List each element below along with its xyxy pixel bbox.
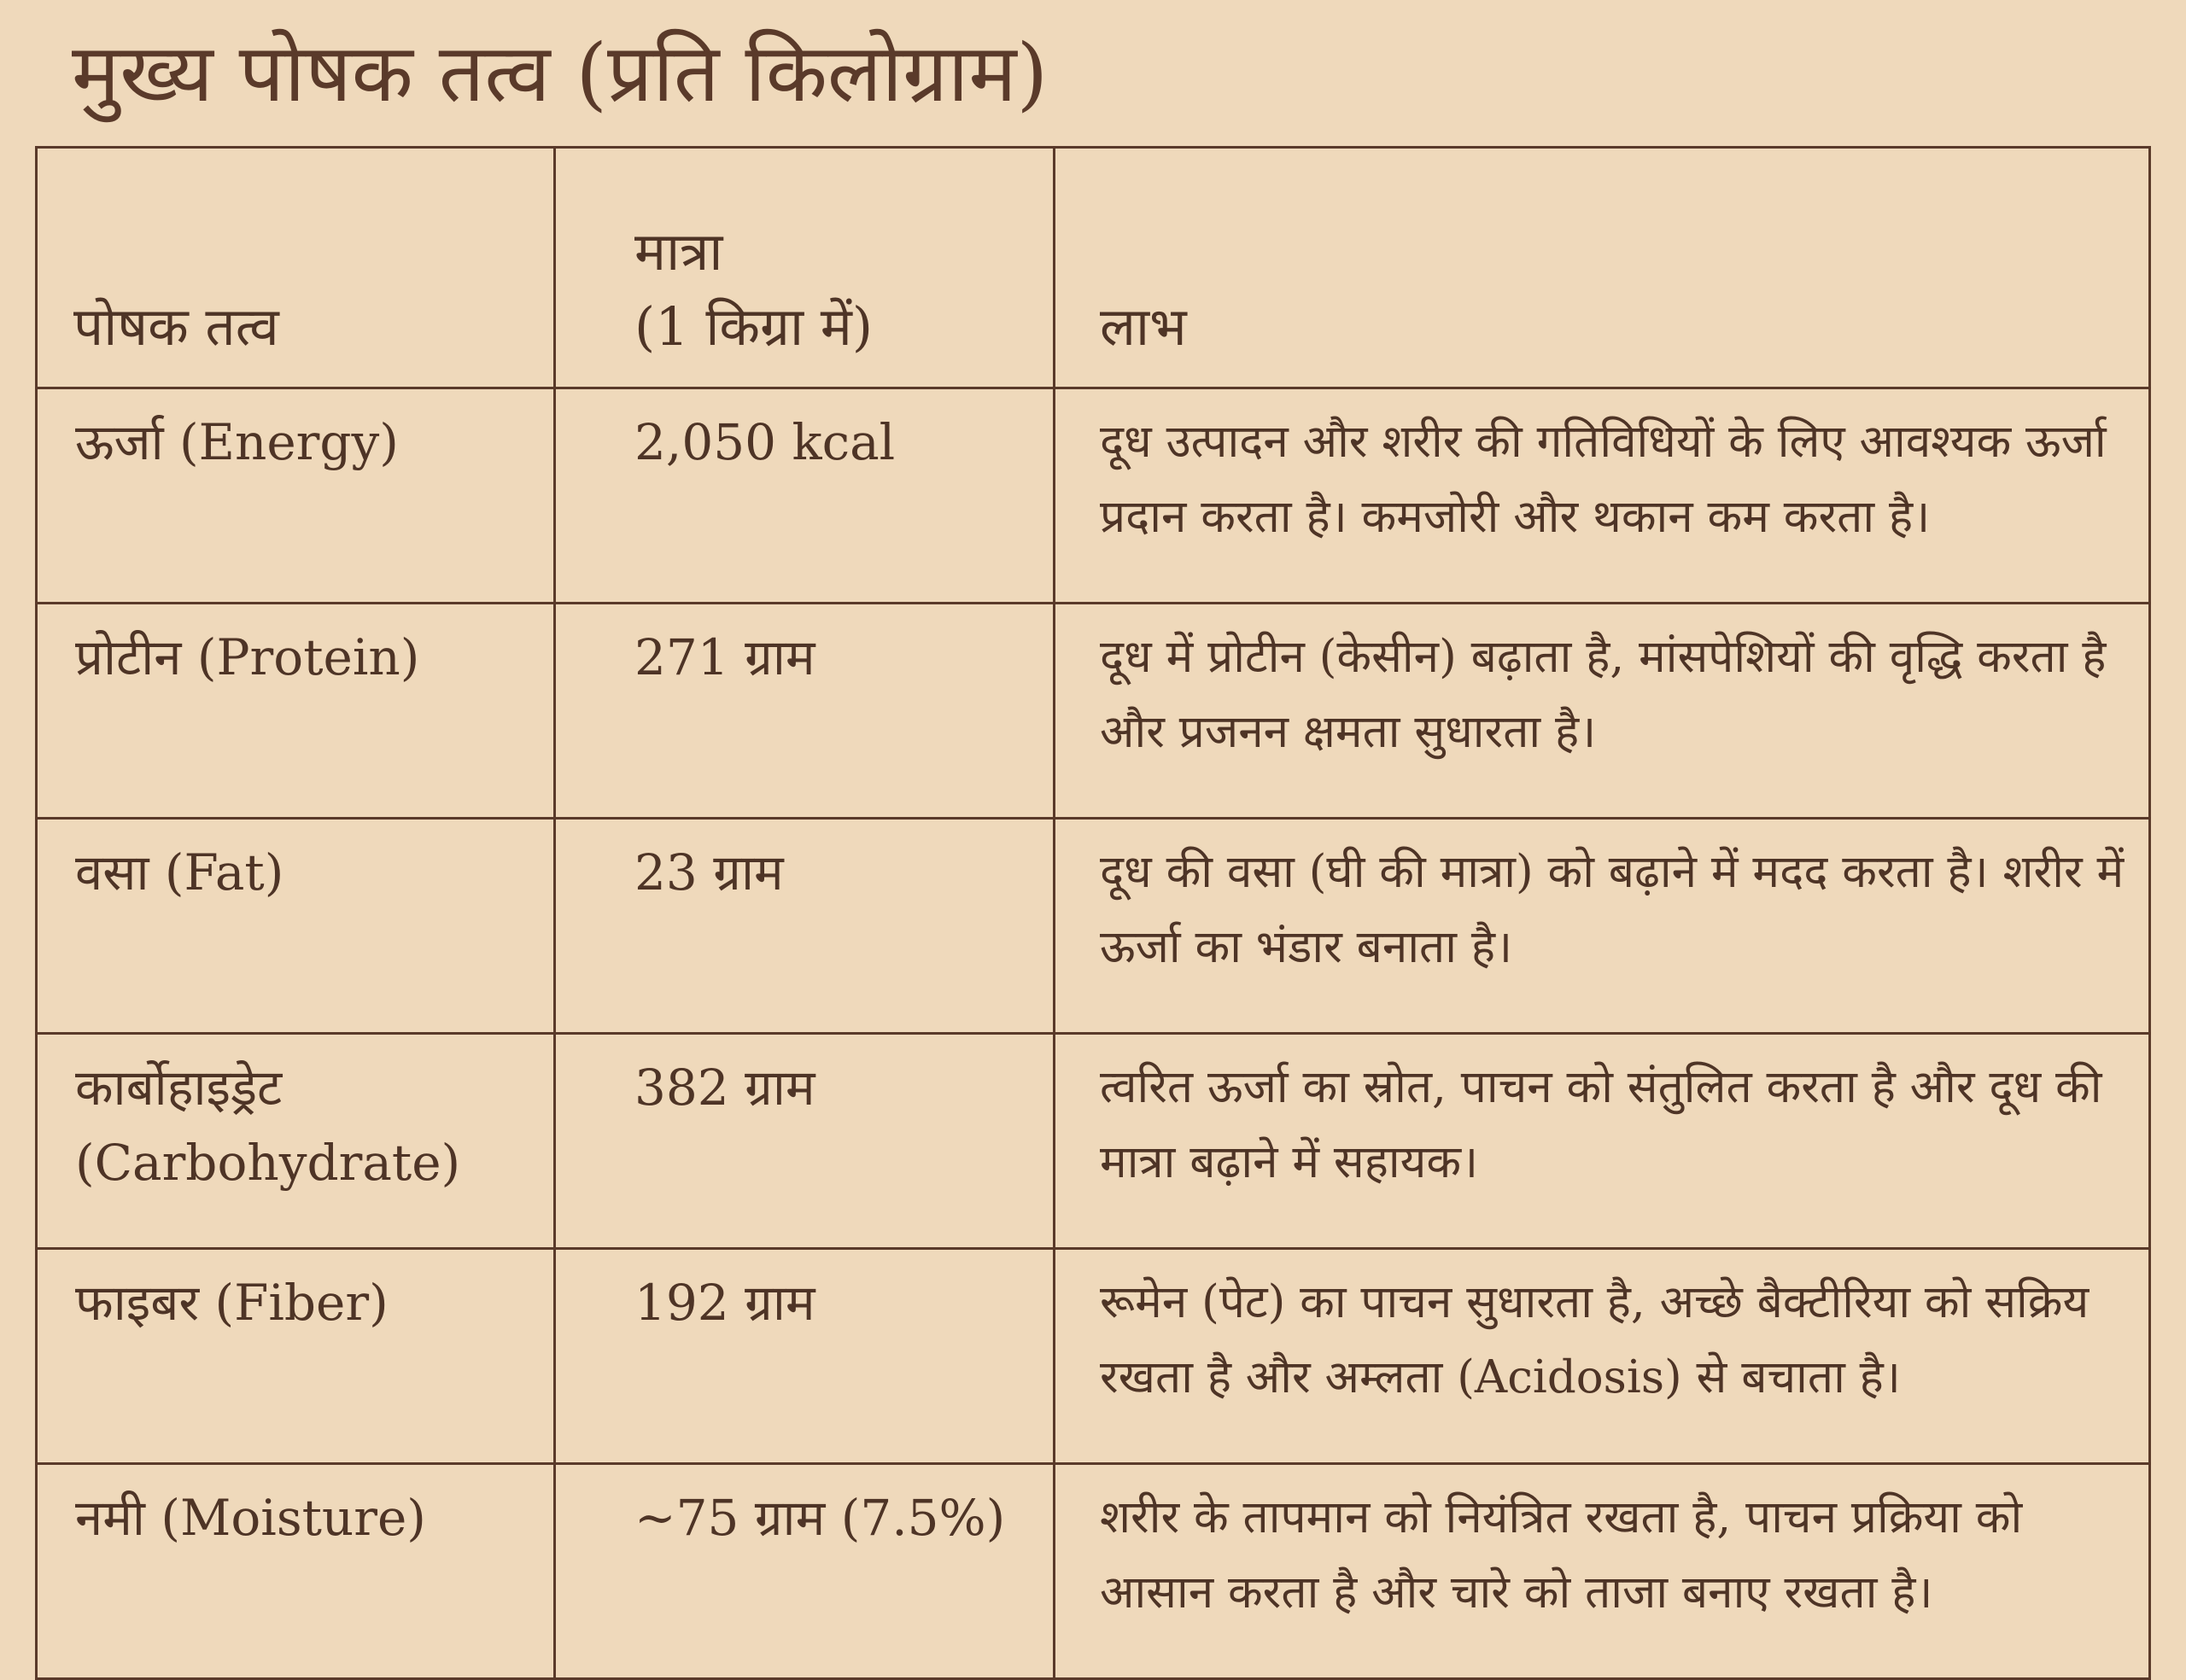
nutrient-benefit: दूध की वसा (घी की मात्रा) को बढ़ाने में मदद करता है। शरीर में ऊर्जा का भंडार बनाता है। [1055, 819, 2150, 1034]
nutrient-name: कार्बोहाइड्रेट [75, 1059, 283, 1117]
nutrient-amount: ~75 ग्राम (7.5%) [555, 1464, 1055, 1679]
nutrient-name-cell [37, 604, 555, 819]
header-benefit [1055, 148, 2150, 388]
nutrient-table [35, 146, 2151, 1680]
nutrient-benefit: शरीर के तापमान को नियंत्रित रखता है, पाचन प्रक्रिया को आसान करता है और चारे को ताजा बनाए रखता है। [1055, 1464, 2150, 1679]
page-title: मुख्य पोषक तत्व (प्रति किलोग्राम) [72, 27, 1049, 120]
table-row [37, 388, 2150, 604]
nutrient-name: प्रोटीन (Protein) [75, 628, 420, 686]
nutrient-amount: 2,050 kcal [555, 388, 1055, 604]
nutrient-amount: 23 ग्राम [555, 819, 1055, 1034]
nutrient-name-cell [37, 1249, 555, 1464]
nutrient-benefit: दूध में प्रोटीन (केसीन) बढ़ाता है, मांसपेशियों की वृद्धि करता है और प्रजनन क्षमता सुधारता है। [1055, 604, 2150, 819]
header-amount [555, 148, 1055, 388]
table-row [37, 1249, 2150, 1464]
nutrient-benefit: दूध उत्पादन और शरीर की गतिविधियों के लिए आवश्यक ऊर्जा प्रदान करता है। कमजोरी और थकान कम करता है। [1055, 388, 2150, 604]
header-nutrient-label: पोषक तत्व [73, 295, 279, 358]
nutrient-name: वसा (Fat) [75, 843, 284, 901]
nutrient-name-cell [37, 1464, 555, 1679]
header-nutrient [37, 148, 555, 388]
nutrient-name-cell [37, 1034, 555, 1249]
table-header-row [37, 148, 2150, 388]
nutrient-name-cell [37, 819, 555, 1034]
nutrient-name: नमी (Moisture) [75, 1489, 426, 1547]
header-benefit-label: लाभ [1100, 295, 1187, 358]
table-row [37, 1464, 2150, 1679]
nutrient-name: ऊर्जा (Energy) [75, 413, 399, 471]
table-row [37, 604, 2150, 819]
nutrient-amount: 271 ग्राम [555, 604, 1055, 819]
nutrient-amount: 192 ग्राम [555, 1249, 1055, 1464]
nutrient-benefit: त्वरित ऊर्जा का स्रोत, पाचन को संतुलित करता है और दूध की मात्रा बढ़ाने में सहायक। [1055, 1034, 2150, 1249]
table-row [37, 819, 2150, 1034]
nutrient-benefit: रूमेन (पेट) का पाचन सुधारता है, अच्छे बैक्टीरिया को सक्रिय रखता है और अम्लता (Acidosis) से बचाता है। [1055, 1249, 2150, 1464]
nutrient-name-english: (Carbohydrate) [75, 1134, 461, 1192]
table-row [37, 1034, 2150, 1249]
nutrient-name: फाइबर (Fiber) [75, 1274, 389, 1332]
nutrient-amount: 382 ग्राम [555, 1034, 1055, 1249]
nutrient-name-cell [37, 388, 555, 604]
header-amount-label: मात्रा [634, 220, 723, 283]
header-amount-unit: (1 किग्रा में) [634, 295, 874, 358]
